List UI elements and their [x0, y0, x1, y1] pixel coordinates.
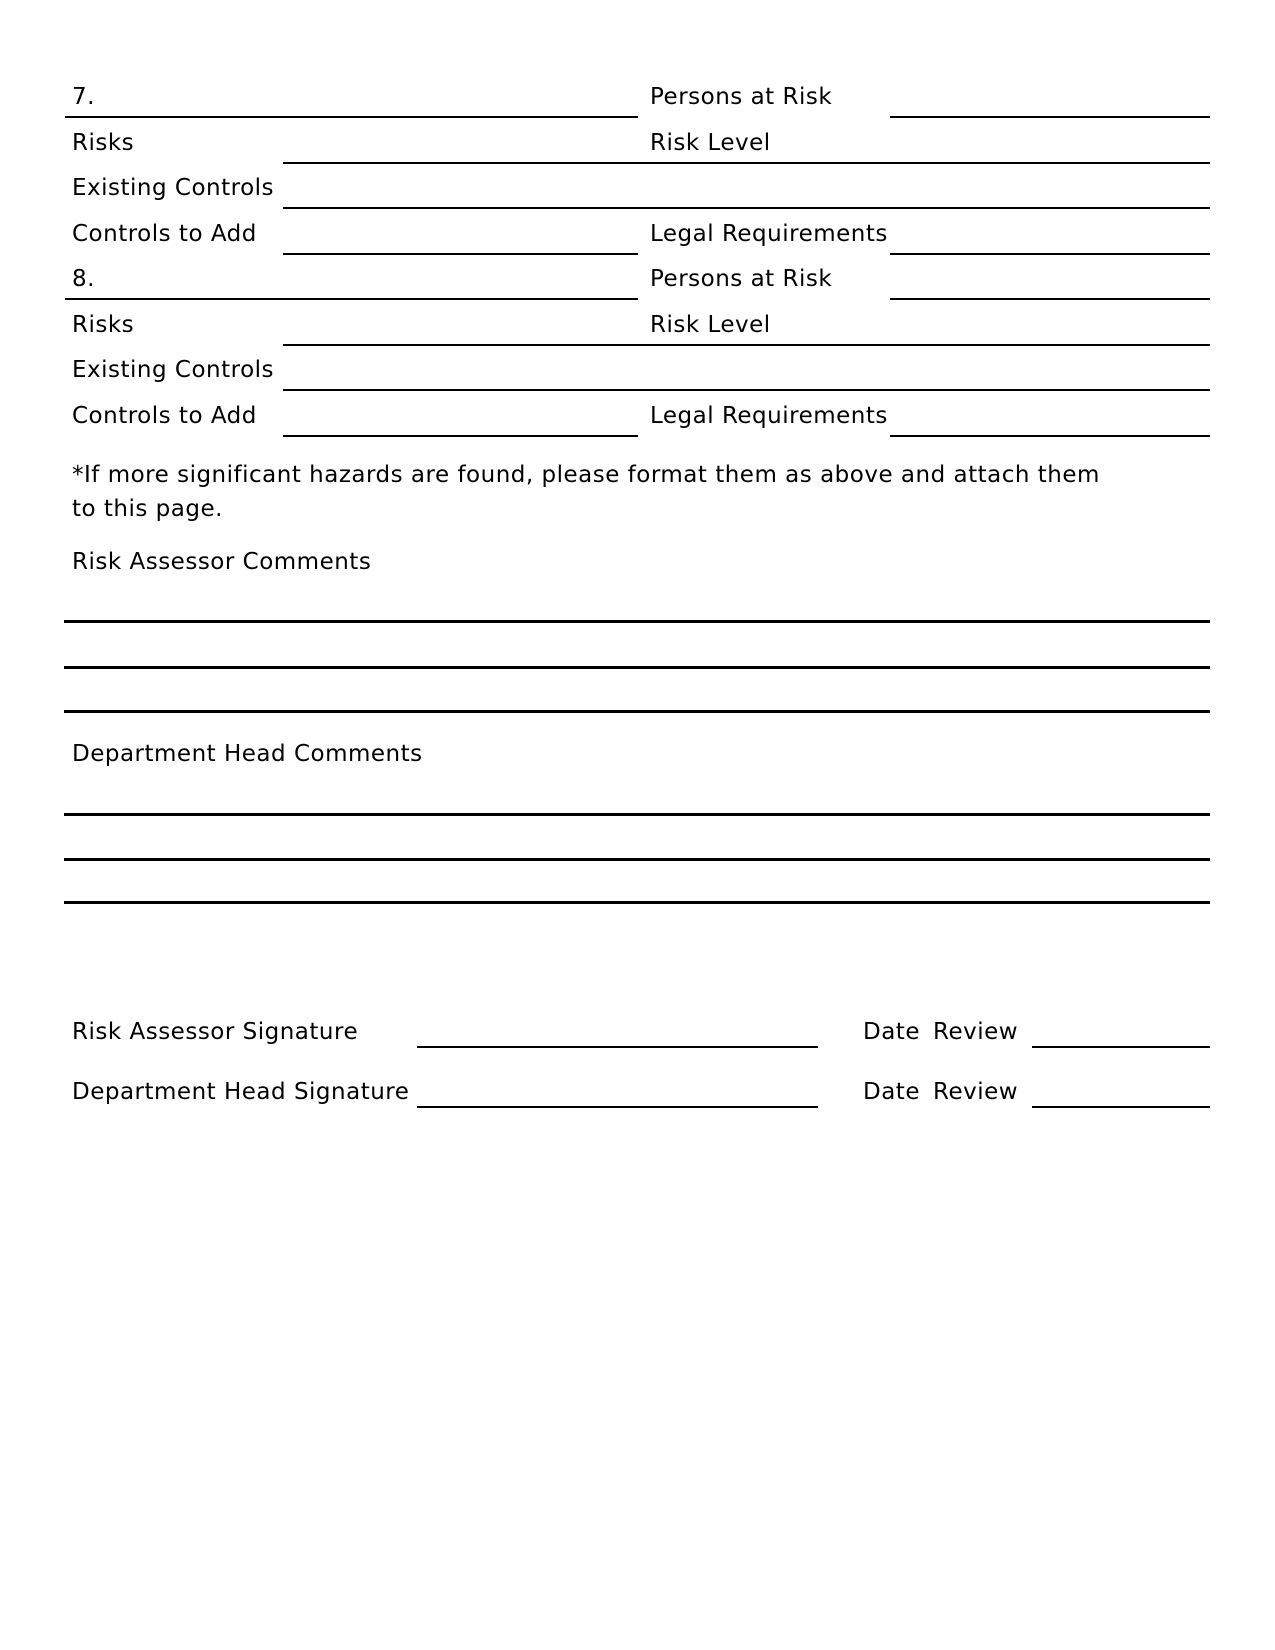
risks-row: [65, 118, 1210, 163]
comment-line: [64, 901, 1210, 904]
department-head-signature-blank-line: [417, 1106, 818, 1108]
date-review-blank-line: [1032, 1106, 1210, 1108]
hazard-number-row: [65, 73, 1210, 118]
controls-to-add-label: Controls to Add: [72, 220, 257, 247]
more-hazards-note: *If more significant hazards are found, please format them as above and attach them to this page.: [72, 462, 1100, 522]
department-head-comments-heading: Department Head Comments: [72, 741, 423, 767]
hazard-block-7: [65, 73, 1210, 255]
controls-to-add-row: [65, 209, 1210, 254]
legal-requirements-blank-line: [890, 435, 1210, 437]
comment-line: [64, 858, 1210, 861]
review-label: Review: [933, 1019, 1019, 1045]
legal-requirements-label: Legal Requirements: [650, 402, 888, 429]
risk-assessor-signature-label: Risk Assessor Signature: [72, 1019, 359, 1045]
risk-level-label: Risk Level: [650, 129, 771, 156]
comment-line: [64, 666, 1210, 669]
date-label: Date: [863, 1079, 920, 1105]
hazard-number: 7.: [72, 84, 95, 111]
hazard-block-8: [65, 255, 1210, 437]
existing-controls-row: [65, 164, 1210, 209]
controls-to-add-row: [65, 391, 1210, 436]
comment-line: [64, 620, 1210, 623]
risk-level-label: Risk Level: [650, 311, 771, 338]
risk-assessor-comments-heading: Risk Assessor Comments: [72, 549, 372, 575]
risk-assessor-signature-blank-line: [417, 1046, 818, 1048]
date-review-blank-line: [1032, 1046, 1210, 1048]
controls-to-add-blank-line: [283, 435, 638, 437]
comment-line: [64, 813, 1210, 816]
comment-line: [64, 710, 1210, 713]
department-head-signature-label: Department Head Signature: [72, 1079, 410, 1105]
persons-at-risk-label: Persons at Risk: [650, 266, 833, 293]
risks-label: Risks: [72, 129, 135, 156]
existing-controls-label: Existing Controls: [72, 357, 275, 384]
hazard-number-row: [65, 255, 1210, 300]
date-label: Date: [863, 1019, 920, 1045]
existing-controls-row: [65, 346, 1210, 391]
review-label: Review: [933, 1079, 1019, 1105]
legal-requirements-label: Legal Requirements: [650, 220, 888, 247]
risks-label: Risks: [72, 311, 135, 338]
controls-to-add-label: Controls to Add: [72, 402, 257, 429]
hazard-number: 8.: [72, 266, 95, 293]
persons-at-risk-label: Persons at Risk: [650, 84, 833, 111]
existing-controls-label: Existing Controls: [72, 175, 275, 202]
risks-row: [65, 300, 1210, 345]
